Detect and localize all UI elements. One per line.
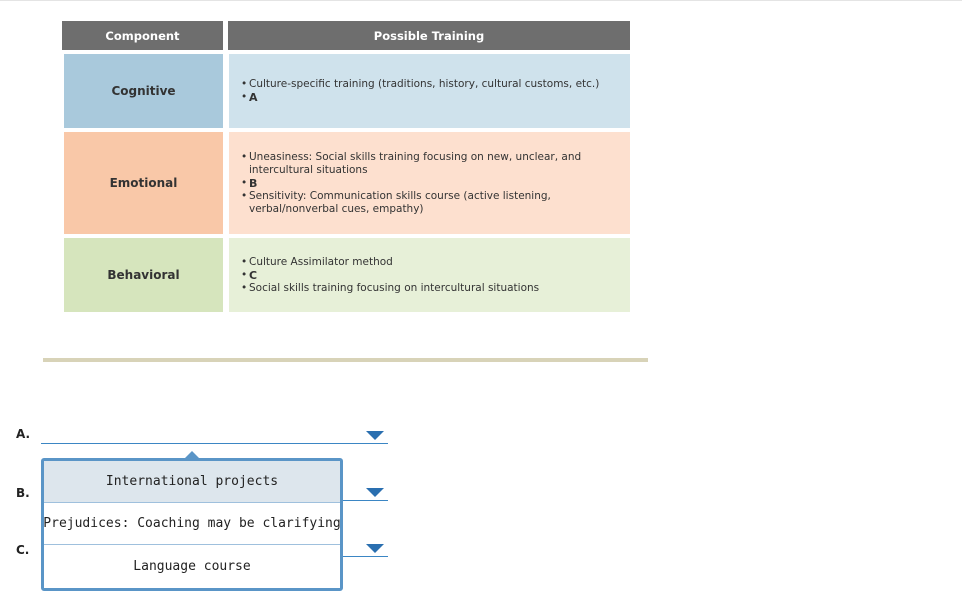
header-possible-training: Possible Training [228, 21, 630, 50]
section-divider [43, 358, 648, 362]
list-item: • Culture Assimilator method [241, 255, 393, 268]
chevron-down-icon[interactable] [366, 544, 384, 553]
row-cognitive-training [229, 54, 630, 128]
answer-select-a[interactable] [41, 424, 388, 444]
question-label-b: B. [16, 486, 30, 500]
blank-marker-c: • C [241, 268, 258, 282]
list-item: • Uneasiness: Social skills training focusing on new, unclear, and intercultural situations [241, 150, 582, 176]
chevron-down-icon[interactable] [366, 488, 384, 497]
list-item: • Culture-specific training (traditions, history, cultural customs, etc.) [241, 78, 600, 90]
row-emotional-training [229, 132, 630, 234]
header-component: Component [62, 21, 223, 50]
dropdown-option[interactable]: International projects [44, 461, 340, 503]
list-item: • Sensitivity: Communication skills course (active listening, verbal/nonverbal cues, empathy) [241, 189, 551, 215]
question-label-a: A. [16, 427, 31, 441]
row-cognitive-label: Cognitive [64, 54, 223, 128]
dropdown-option[interactable]: Prejudices: Coaching may be clarifying [44, 503, 340, 545]
dropdown-option[interactable]: Language course [133, 558, 251, 574]
blank-marker-b: • B [241, 176, 258, 190]
top-rule [0, 0, 962, 1]
list-item: • Social skills training focusing on intercultural situations [241, 281, 540, 294]
row-emotional-label: Emotional [64, 132, 223, 234]
row-behavioral-label: Behavioral [64, 238, 223, 312]
chevron-down-icon[interactable] [366, 431, 384, 440]
dropdown-options-list [41, 458, 343, 591]
row-behavioral-training [229, 238, 630, 312]
blank-marker-a: • A [241, 91, 258, 104]
question-label-c: C. [16, 543, 30, 557]
